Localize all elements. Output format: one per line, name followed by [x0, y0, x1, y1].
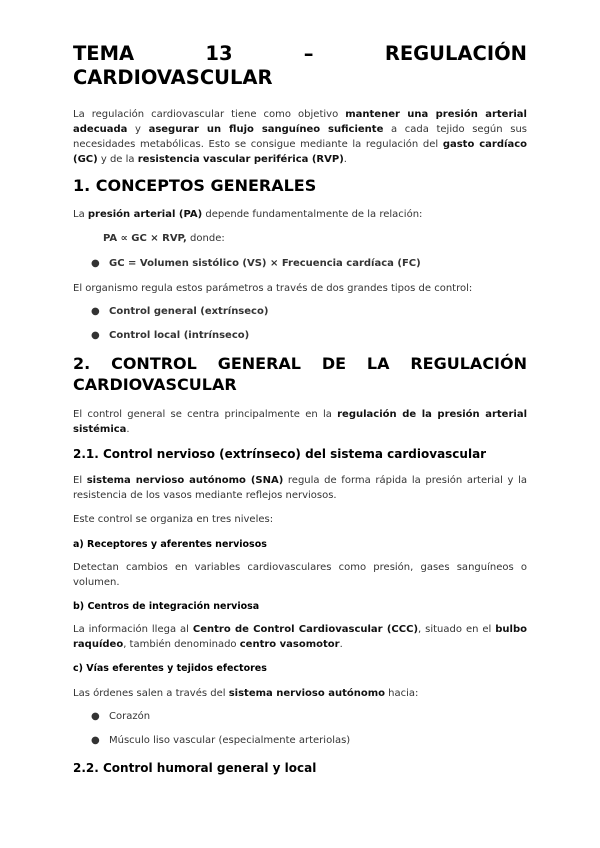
title-line2: CARDIOVASCULAR	[73, 66, 273, 89]
title-word: REGULACIÓN	[384, 42, 527, 65]
formula-pa: PA ∝ GC × RVP, donde:	[103, 233, 225, 244]
section-1-paragraph: La presión arterial (PA) depende fundamentalmente de la relación:	[73, 209, 423, 220]
intro-paragraph: La regulación cardiovascular tiene como objetivo mantener una presión arterial adecuada y asegurar un flujo sanguíneo suficiente a cada tejido según sus necesidades metabólicas. Esto se consigue mediante la regulación del gasto cardíaco (GC) y de la resistencia vascular periférica (RVP).	[73, 109, 527, 165]
list-item: ● Músculo liso vascular (especialmente arteriolas)	[91, 735, 351, 746]
bullet-icon: ●	[91, 306, 100, 317]
title-word: –	[303, 42, 314, 65]
bullet-icon: ●	[91, 735, 100, 746]
list-item: ● GC = Volumen sistólico (VS) × Frecuencia cardíaca (FC)	[91, 258, 421, 269]
bullet-icon: ●	[91, 330, 100, 341]
level-b-text: La información llega al Centro de Control Cardiovascular (CCC), situado en el bulbo raquídeo, también denominado centro vasomotor.	[73, 624, 527, 650]
level-b-heading: b) Centros de integración nerviosa	[73, 601, 260, 612]
subsection-2-1-heading: 2.1. Control nervioso (extrínseco) del sistema cardiovascular	[73, 447, 487, 461]
level-c-text: Las órdenes salen a través del sistema nervioso autónomo hacia:	[73, 688, 419, 699]
level-a-text: Detectan cambios en variables cardiovasculares como presión, gases sanguíneos o volumen.	[73, 562, 527, 588]
section-2-paragraph: El control general se centra principalmente en la regulación de la presión arterial sistémica.	[73, 409, 527, 435]
sna-paragraph: El sistema nervioso autónomo (SNA) regula de forma rápida la presión arterial y la resistencia de los vasos mediante reflejos nerviosos.	[73, 475, 528, 501]
list-item: ● Corazón	[91, 711, 151, 722]
subsection-2-2-heading: 2.2. Control humoral general y local	[73, 761, 317, 775]
level-c-heading: c) Vías eferentes y tejidos efectores	[73, 663, 267, 674]
title-word: TEMA	[73, 42, 135, 65]
bullet-icon: ●	[91, 711, 100, 722]
page-title	[73, 42, 527, 90]
title-word: 13	[205, 42, 233, 65]
bullet-icon: ●	[91, 258, 100, 269]
section-2-heading: 2. CONTROL GENERAL DE LA REGULACIÓN CARDIOVASCULAR	[73, 354, 527, 394]
level-a-heading: a) Receptores y aferentes nerviosos	[73, 539, 267, 550]
section-1-heading: 1. CONCEPTOS GENERALES	[73, 176, 317, 195]
levels-paragraph: Este control se organiza en tres niveles:	[73, 514, 274, 525]
list-item: ● Control general (extrínseco)	[91, 306, 269, 317]
list-item: ● Control local (intrínseco)	[91, 330, 250, 341]
section-1-paragraph-2: El organismo regula estos parámetros a través de dos grandes tipos de control:	[73, 283, 473, 294]
